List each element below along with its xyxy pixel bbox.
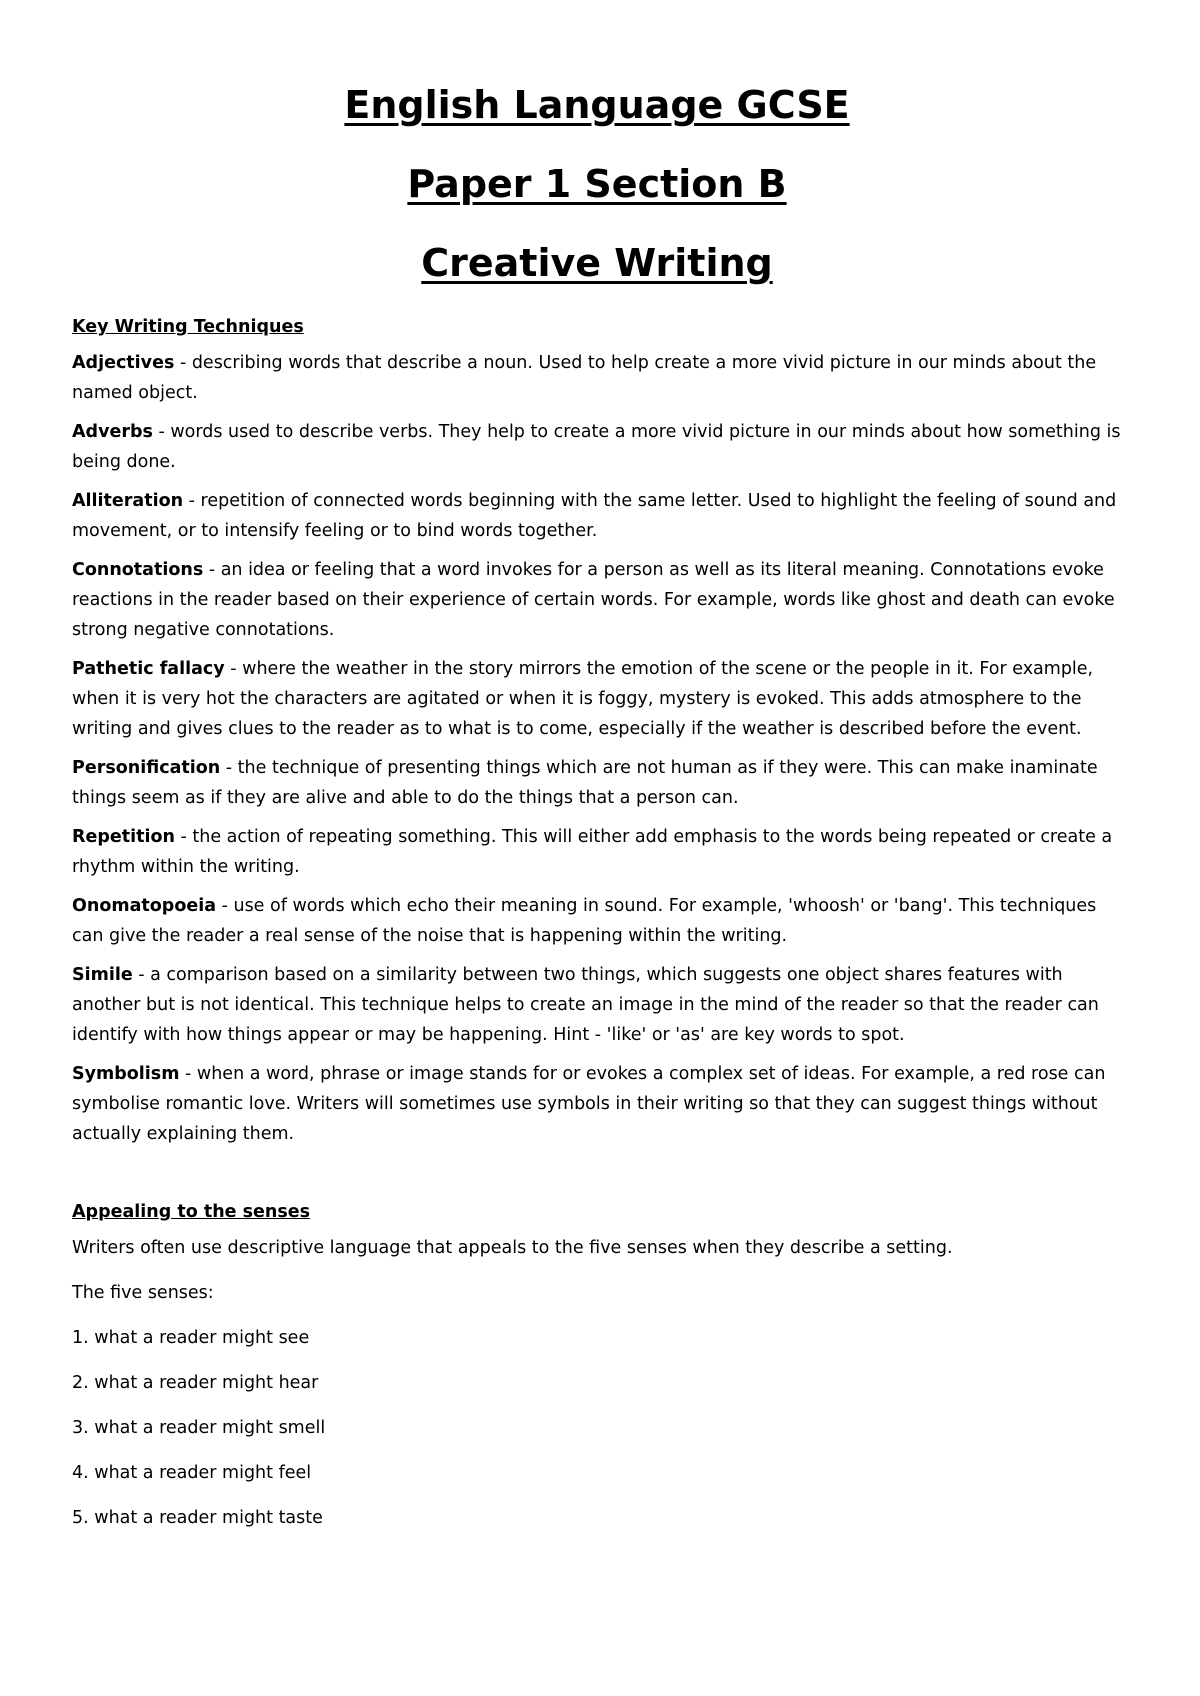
technique-definition: - repetition of connected words beginning with the same letter. Used to highlight the feeling of sound and movement, or to intensify feeling or to bind words together. — [72, 491, 1117, 541]
techniques-heading: Key Writing Techniques — [72, 317, 304, 337]
title-paper: Paper 1 Section B — [407, 162, 787, 206]
senses-list-label: The five senses: — [72, 1283, 214, 1303]
technique-term: Simile — [72, 965, 133, 985]
technique-entry — [72, 822, 1132, 882]
list-item: 5. what a reader might taste — [72, 1508, 323, 1528]
technique-definition: - a comparison based on a similarity between two things, which suggests one object shares features with another but is not identical. This technique helps to create an image in the mind of the reader so that the reader can identify with how things appear or may be happening. Hint - 'like' or 'as' are key words to spot. — [72, 965, 1099, 1045]
technique-entry — [72, 753, 1132, 813]
technique-term: Connotations — [72, 560, 204, 580]
technique-definition: - the technique of presenting things which are not human as if they were. This can make inaminate things seem as if they are alive and able to do the things that a person can. — [72, 758, 1098, 808]
technique-entry — [72, 486, 1132, 546]
list-item: 3. what a reader might smell — [72, 1418, 326, 1438]
title-subject: English Language GCSE — [344, 83, 850, 127]
technique-definition: - the action of repeating something. This will either add emphasis to the words being repeated or create a rhythm within the writing. — [72, 827, 1113, 877]
technique-entry — [72, 891, 1132, 951]
technique-term: Repetition — [72, 827, 175, 847]
list-item: 1. what a reader might see — [72, 1328, 310, 1348]
senses-heading: Appealing to the senses — [72, 1202, 311, 1222]
technique-entry — [72, 960, 1132, 1050]
technique-term: Alliteration — [72, 491, 184, 511]
title-topic: Creative Writing — [421, 241, 773, 285]
technique-entry — [72, 555, 1132, 645]
technique-term: Adjectives — [72, 353, 175, 373]
technique-entry — [72, 417, 1132, 477]
senses-list — [72, 1323, 1132, 1533]
technique-entry — [72, 1059, 1132, 1149]
technique-term: Pathetic fallacy — [72, 659, 225, 679]
document-page — [72, 72, 1132, 1548]
title-block — [62, 72, 1132, 309]
technique-definition: - an idea or feeling that a word invokes for a person as well as its literal meaning. Connotations evoke reactions in the reader based on their experience of certain words. For example, words like ghost and death can evoke strong negative connotations. — [72, 560, 1115, 640]
technique-definition: - use of words which echo their meaning in sound. For example, 'whoosh' or 'bang'. This techniques can give the reader a real sense of the noise that is happening within the writing. — [72, 896, 1097, 946]
techniques-list — [72, 348, 1132, 1149]
technique-definition: - describing words that describe a noun. Used to help create a more vivid picture in our minds about the named object. — [72, 353, 1097, 403]
technique-term: Adverbs — [72, 422, 153, 442]
list-item: 4. what a reader might feel — [72, 1463, 312, 1483]
technique-entry — [72, 654, 1132, 744]
senses-intro: Writers often use descriptive language that appeals to the five senses when they describe a setting. — [72, 1238, 953, 1258]
technique-entry — [72, 348, 1132, 408]
technique-definition: - where the weather in the story mirrors the emotion of the scene or the people in it. For example, when it is very hot the characters are agitated or when it is foggy, mystery is evoked. This adds atmosphere to the writing and gives clues to the reader as to what is to come, especially if the weather is described before the event. — [72, 659, 1094, 739]
list-item: 2. what a reader might hear — [72, 1373, 319, 1393]
technique-term: Symbolism — [72, 1064, 180, 1084]
technique-term: Onomatopoeia — [72, 896, 217, 916]
technique-definition: - words used to describe verbs. They help to create a more vivid picture in our minds about how something is being done. — [72, 422, 1121, 472]
technique-definition: - when a word, phrase or image stands for or evokes a complex set of ideas. For example, a red rose can symbolise romantic love. Writers will sometimes use symbols in their writing so that they can suggest things without actually explaining them. — [72, 1064, 1106, 1144]
technique-term: Personification — [72, 758, 221, 778]
